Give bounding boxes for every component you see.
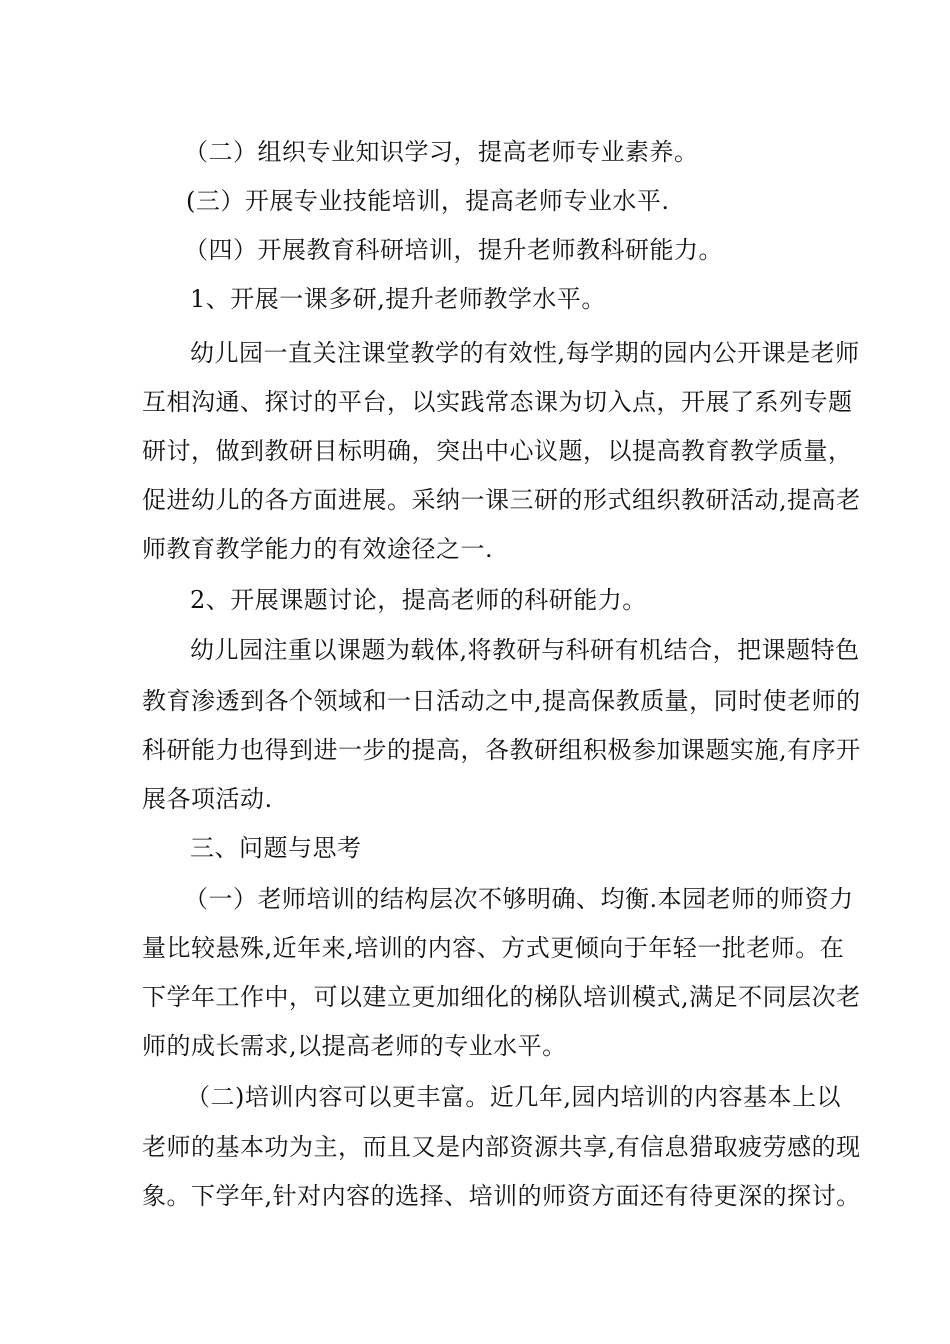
text-line: （二）组织专业知识学习，提高老师专业素养。 — [184, 138, 699, 166]
text-line: 科研能力也得到进一步的提高，各教研组积极参加课题实施,有序开 — [142, 736, 861, 764]
text-line: 展各项活动. — [142, 785, 273, 813]
text-line: 研讨，做到教研目标明确，突出中心议题，以提高教育教学质量， — [142, 437, 853, 465]
text-line: （一）老师培训的结构层次不够明确、均衡.本园老师的师资力 — [184, 885, 854, 913]
text-line: 互相沟通、探讨的平台，以实践常态课为切入点，开展了系列专题 — [142, 388, 853, 416]
text-line: 老师的基本功为主，而且又是内部资源共享,有信息猎取疲劳感的现 — [142, 1133, 861, 1161]
text-line: （二)培训内容可以更丰富。近几年,园内培训的内容基本上以 — [186, 1083, 841, 1111]
text-line: 师的成长需求,以提高老师的专业水平。 — [142, 1032, 567, 1060]
text-line: （四）开展教育科研培训，提升老师教科研能力。 — [184, 236, 723, 264]
text-line: (三）开展专业技能培训，提高老师专业水平. — [186, 187, 670, 215]
text-line: 幼儿园注重以课题为载体,将教研与科研有机结合，把课题特色 — [190, 636, 860, 664]
text-line: 象。下学年,针对内容的选择、培训的师资方面还有待更深的探讨。 — [142, 1182, 861, 1210]
section-heading: 三、问题与思考 — [190, 834, 362, 862]
text-line: 2、开展课题讨论，提高老师的科研能力。 — [190, 586, 647, 614]
text-line: 促进幼儿的各方面进展。采纳一课三研的形式组织教研活动,提高老 — [142, 486, 861, 514]
text-line: 教育渗透到各个领域和一日活动之中,提高保教质量，同时使老师的 — [142, 687, 861, 715]
text-line: 下学年工作中，可以建立更加细化的梯队培训模式,满足不同层次老 — [142, 983, 861, 1011]
text-line: 量比较悬殊,近年来,培训的内容、方式更倾向于年轻一批老师。在 — [142, 934, 845, 962]
text-line: 幼儿园一直关注课堂教学的有效性,每学期的园内公开课是老师 — [190, 339, 860, 367]
text-line: 1、开展一课多研,提升老师教学水平。 — [190, 285, 606, 313]
text-line: 师教育教学能力的有效途径之一. — [142, 535, 494, 563]
